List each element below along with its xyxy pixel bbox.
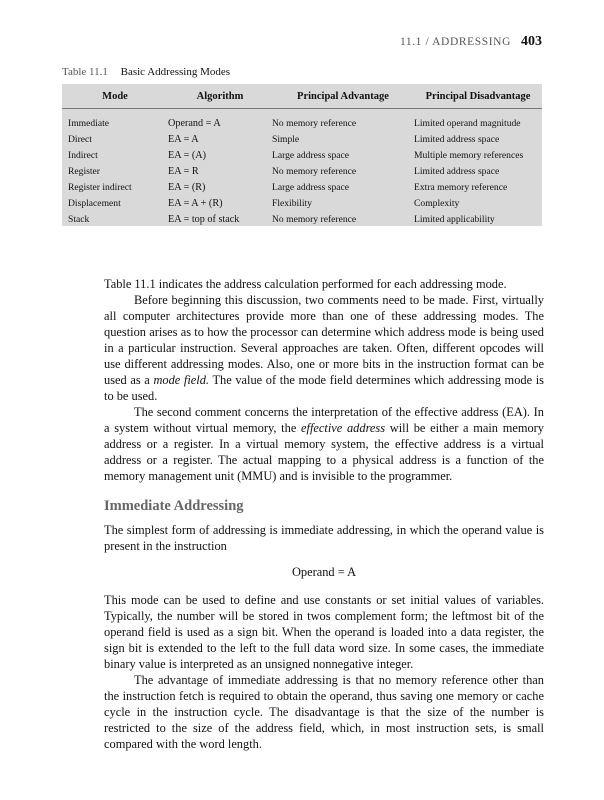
- table-caption: [62, 66, 230, 78]
- cell-disadvantage: Limited operand magnitude: [414, 118, 521, 129]
- paragraph: [104, 404, 544, 484]
- table-row: [62, 177, 542, 193]
- cell-advantage: Flexibility: [272, 198, 312, 209]
- paragraph-text: Before beginning this discussion, two comments need to be made. First, virtually all computer architectures provide more than one of these addressing modes. The question arises as to how the processor can determine which address mode is being used in a particular instruction. Several approaches are taken. Often, different opcodes will use different addressing modes. Also, one or more bits in the instruction format can be used as a: [104, 293, 544, 387]
- cell-disadvantage: Multiple memory references: [414, 150, 524, 161]
- paragraph: [104, 292, 544, 404]
- cell-algorithm: EA = top of stack: [168, 214, 240, 225]
- table-row: [62, 145, 542, 161]
- column-header-advantage: Principal Advantage: [272, 84, 414, 109]
- column-header-disadvantage: Principal Disadvantage: [414, 84, 542, 109]
- cell-disadvantage: Extra memory reference: [414, 182, 508, 193]
- cell-mode: Register: [68, 166, 100, 177]
- cell-disadvantage: Limited address space: [414, 166, 500, 177]
- cell-mode: Indirect: [68, 150, 98, 161]
- cell-mode: Displacement: [68, 198, 121, 209]
- cell-advantage: Large address space: [272, 150, 350, 161]
- cell-disadvantage: Limited address space: [414, 134, 500, 145]
- emphasis-mode-field: mode field.: [153, 373, 210, 387]
- cell-mode: Direct: [68, 134, 92, 145]
- equation: Operand = A: [291, 565, 357, 579]
- paragraph: The advantage of immediate addressing is that no memory reference other than the instruction fetch is required to obtain the operand, thus saving one memory or cache cycle in the instruction cycle. The disadvantage is that the size of the number is restricted to the size of the address field, which, in most instruction sets, is small compared with the word length.: [104, 673, 544, 751]
- cell-advantage: Large address space: [272, 182, 350, 193]
- table-row: [62, 109, 542, 130]
- table-header-row: [62, 84, 542, 109]
- emphasis-effective-address: effective address: [301, 421, 386, 435]
- cell-algorithm: EA = A: [168, 134, 199, 145]
- cell-advantage: Simple: [272, 134, 300, 145]
- cell-algorithm: EA = (R): [168, 182, 206, 193]
- running-head: [400, 34, 542, 50]
- paragraph: Table 11.1 indicates the address calculation performed for each addressing mode.: [104, 277, 507, 291]
- cell-algorithm: EA = A + (R): [168, 198, 223, 209]
- cell-mode: Immediate: [68, 118, 110, 129]
- table-caption-number: Table 11.1: [62, 66, 108, 78]
- cell-mode: Register indirect: [68, 182, 132, 193]
- section-heading: Immediate Addressing: [104, 498, 244, 514]
- addressing-modes-table: [62, 84, 542, 226]
- body-text: [104, 276, 544, 752]
- page-number: 403: [521, 34, 542, 49]
- cell-algorithm: Operand = A: [168, 118, 221, 129]
- table-row: [62, 129, 542, 145]
- table-row: [62, 193, 542, 209]
- cell-algorithm: EA = R: [168, 166, 199, 177]
- paragraph-text: will be either a main memory address or a register. In a virtual memory system, the effective address is a virtual address or a register. The actual mapping to a physical address is a function of the memory management unit (MMU) and is invisible to the programmer.: [104, 421, 544, 483]
- table-row: [62, 209, 542, 225]
- paragraph: The simplest form of addressing is immediate addressing, in which the operand value is present in the instruction: [104, 523, 544, 553]
- table-caption-title: Basic Addressing Modes: [120, 66, 231, 78]
- cell-disadvantage: Limited applicability: [414, 214, 495, 225]
- paragraph-text: The second comment concerns the interpretation of the effective address (EA). In a system without virtual memory, the: [104, 405, 544, 435]
- table-row: [62, 161, 542, 177]
- cell-advantage: No memory reference: [272, 166, 357, 177]
- paragraph: This mode can be used to define and use constants or set initial values of variables. Typically, the number will be stored in twos complement form; the leftmost bit of the operand field is used as a sign bit. When the operand is loaded into a data register, the sign bit is extended to the left to the full data word size. In some cases, the immediate binary value is interpreted as an unsigned nonnegative integer.: [104, 593, 544, 671]
- cell-disadvantage: Complexity: [414, 198, 460, 209]
- cell-advantage: No memory reference: [272, 118, 357, 129]
- cell-mode: Stack: [68, 214, 90, 225]
- column-header-mode: Mode: [62, 84, 168, 109]
- column-header-algorithm: Algorithm: [168, 84, 272, 109]
- section-label: 11.1 / ADDRESSING: [399, 36, 511, 48]
- cell-advantage: No memory reference: [272, 214, 357, 225]
- paragraph-text: The value of the mode field determines which addressing mode is to be used.: [104, 373, 544, 403]
- cell-algorithm: EA = (A): [168, 150, 206, 161]
